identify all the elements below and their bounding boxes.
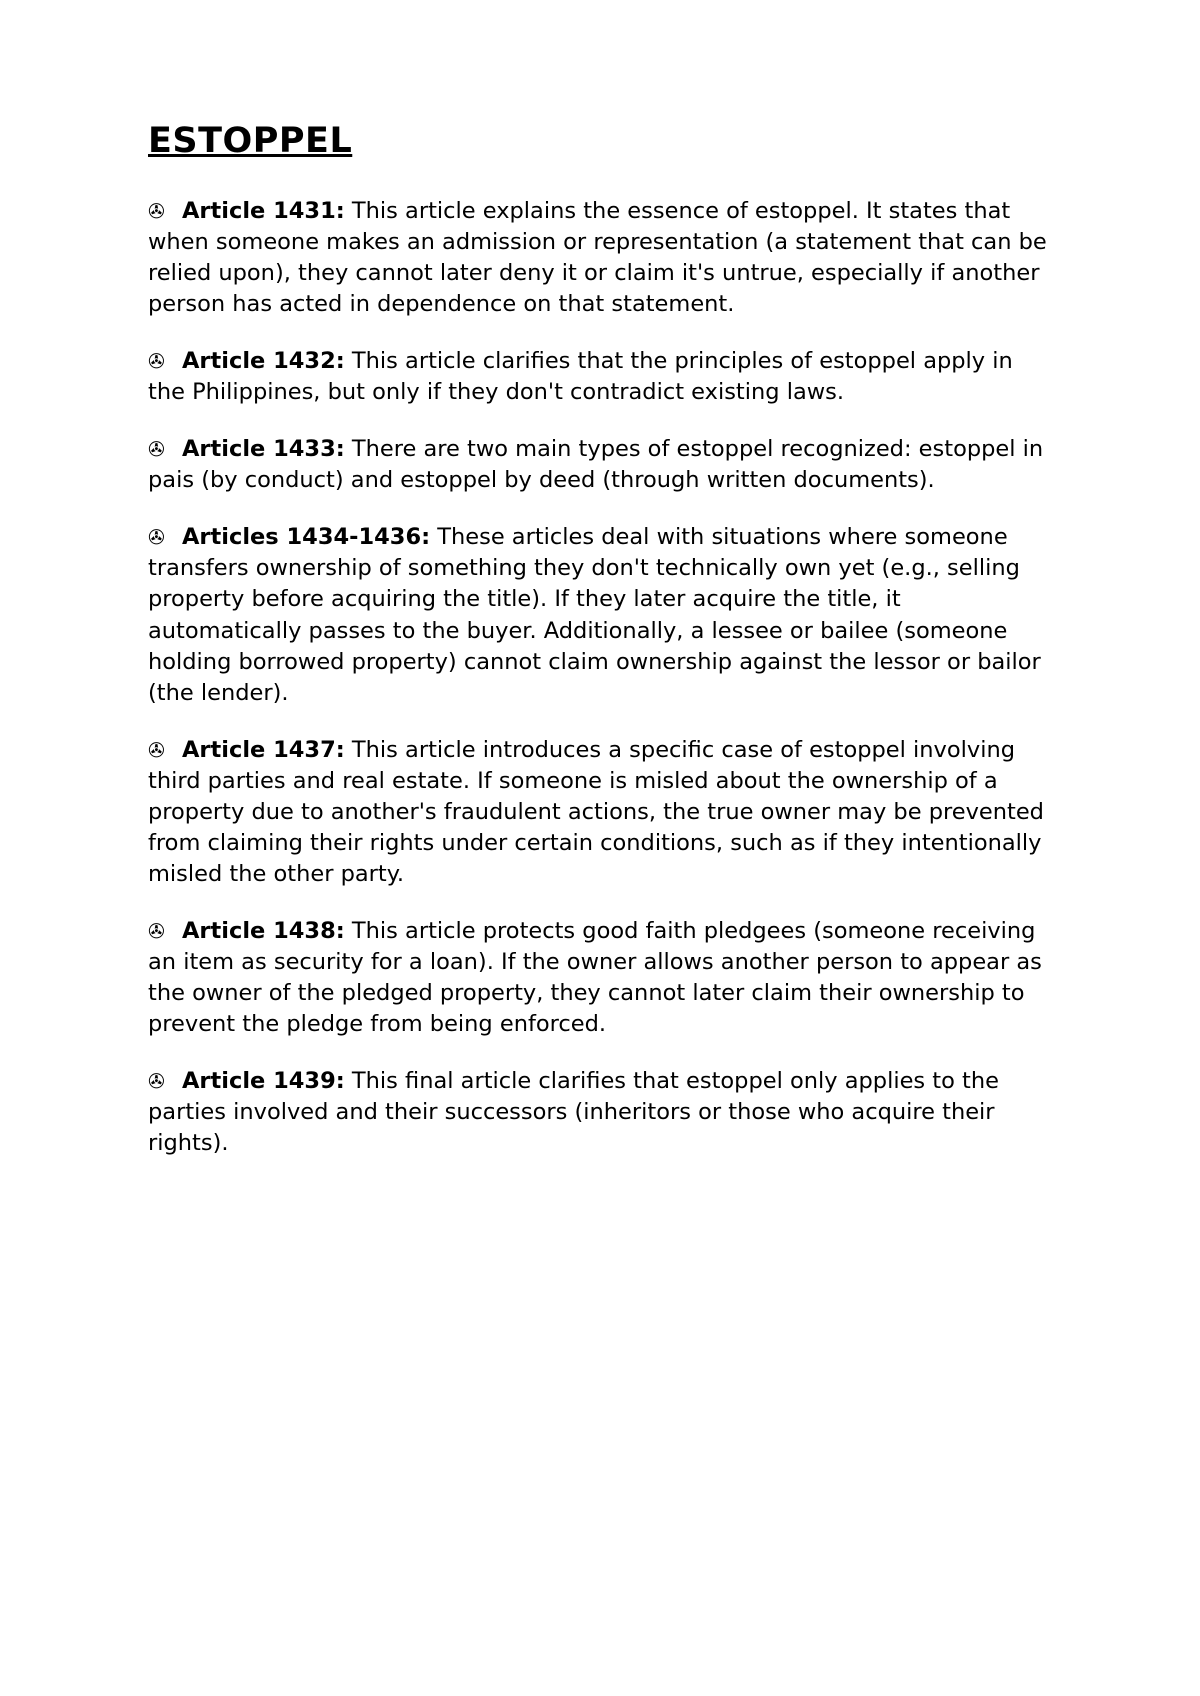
article-text: This article explains the essence of estoppel. It states that when someone makes an admission or representation (a statement that can be relied upon), they cannot later deny it or claim it's untrue, especially if another person has acted in dependence on that statement. xyxy=(148,198,1047,318)
list-item xyxy=(148,434,1052,496)
page-title: ESTOPPEL xyxy=(148,121,353,161)
article-label: Articles 1434-1436: xyxy=(182,524,431,551)
article-text: There are two main types of estoppel recognized: estoppel in pais (by conduct) and estoppel by deed (through written documents). xyxy=(148,436,1044,494)
article-text: This article protects good faith pledgees (someone receiving an item as security for a loan). If the owner allows another person to appear as the owner of the pledged property, they cannot later claim their ownership to prevent the pledge from being enforced. xyxy=(148,917,1042,1038)
article-label: Article 1438: xyxy=(182,917,345,944)
article-text: This article clarifies that the principles of estoppel apply in the Philippines, but only if they don't contradict existing laws. xyxy=(148,348,1013,406)
pen-bullet-icon: ✇ xyxy=(148,1069,165,1094)
pen-bullet-icon: ✇ xyxy=(148,918,165,943)
pen-bullet-icon: ✇ xyxy=(148,199,165,223)
pen-bullet-icon: ✇ xyxy=(148,349,165,374)
pen-bullet-icon: ✇ xyxy=(148,737,165,762)
pen-bullet-icon: ✇ xyxy=(148,437,165,462)
article-label: Article 1431: xyxy=(182,198,345,224)
list-item xyxy=(148,1066,1052,1159)
article-text: These articles deal with situations where someone transfers ownership of something they don't technically own yet (e.g., selling property before acquiring the title). If they later acquire the title, it automatically passes to the buyer. Additionally, a lessee or bailee (someone holding borrowed property) cannot claim ownership against the lessor or bailor (the lender). xyxy=(148,524,1041,706)
article-label: Article 1433: xyxy=(182,436,345,463)
list-item xyxy=(148,916,1052,1040)
list-item xyxy=(148,522,1052,708)
article-label: Article 1439: xyxy=(182,1068,345,1095)
list-item xyxy=(148,735,1052,890)
article-label: Article 1437: xyxy=(182,736,345,763)
article-label: Article 1432: xyxy=(182,348,345,375)
article-text: This final article clarifies that estoppel only applies to the parties involved and their successors (inheritors or those who acquire their rights). xyxy=(148,1068,999,1157)
list-item xyxy=(148,196,1052,320)
pen-bullet-icon: ✇ xyxy=(148,525,165,550)
list-item xyxy=(148,346,1052,408)
article-text: This article introduces a specific case of estoppel involving third parties and real estate. If someone is misled about the ownership of a property due to another's fraudulent actions, the true owner may be prevented from claiming their rights under certain conditions, such as if they intentionally misled the other party. xyxy=(148,736,1044,887)
